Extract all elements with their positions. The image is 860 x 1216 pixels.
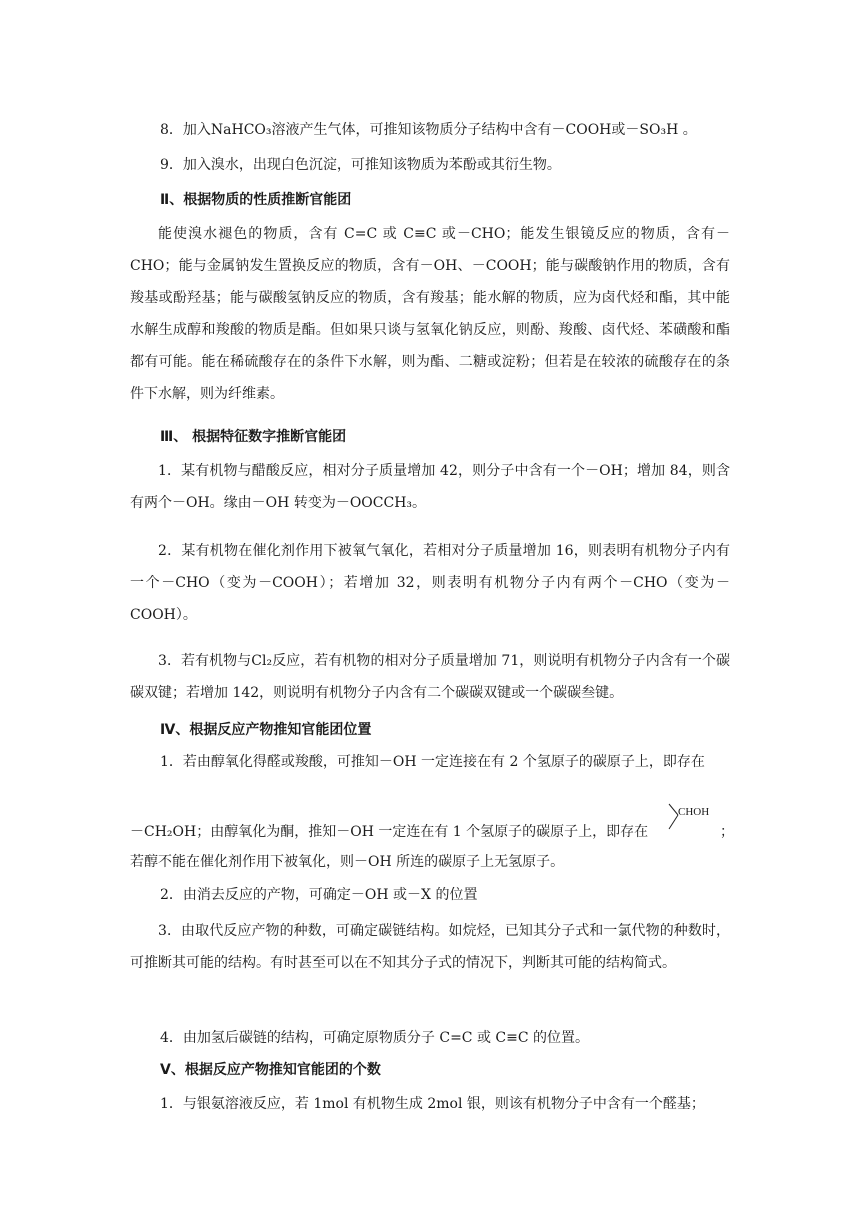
structure-label: CHOH [678,806,710,818]
section-4-item-1-line-3: 若醇不能在催化剂作用下被氧化，则－OH 所连的碳原子上无氢原子。 [130,854,565,870]
section-3-item-2: 2．某有机物在催化剂作用下被氧气氧化，若相对分子质量增加 16，则表明有机物分子内有一个－CHO（变为－COOH）；若增加 32，则表明有机物分子内有两个－CHO（变为－COOH）。 [130,543,730,623]
section-3-item-3: 3．若有机物与Cl₂反应，若有机物的相对分子质量增加 71，则说明有机物分子内含有一个碳碳双键；若增加 142，则说明有机物分子内含有二个碳碳双键或一个碳碳叁键。 [130,653,730,701]
heading-section-2: Ⅱ、根据物质的性质推断官能团 [160,192,352,208]
section-4-item-1-line-2-end: ； [720,824,734,840]
heading-section-5: Ⅴ、根据反应产物推知官能团的个数 [160,1062,381,1078]
section-4-item-1-line-2: －CH₂OH；由醇氧化为酮，推知－OH 一定连在有 1 个氢原子的碳原子上，即存在 [130,824,649,840]
paragraph-8: 8．加入NaHCO₃溶液产生气体，可推知该物质分子结构中含有－COOH或－SO₃H 。 [160,122,697,138]
paragraph-9: 9．加入溴水，出现白色沉淀，可推知该物质为苯酚或其衍生物。 [160,157,561,173]
section-3-item-1: 1．某有机物与醋酸反应，相对分子质量增加 42，则分子中含有一个－OH；增加 84，则含有两个－OH。缘由－OH 转变为－OOCCH₃。 [130,463,730,511]
secondary-alcohol-structure [668,803,724,831]
section-4-item-1-line-1: 1．若由醇氧化得醛或羧酸，可推知－OH 一定连接在有 2 个氢原子的碳原子上，即存在 [160,754,705,770]
section-4-item-3: 3．由取代反应产物的种数，可确定碳链结构。如烷烃，已知其分子式和一氯代物的种数时，可推断其可能的结构。有时甚至可以在不知其分子式的情况下，判断其可能的结构简式。 [130,923,730,971]
section-2-body: 能使溴水褪色的物质，含有 C=C 或 C≡C 或－CHO；能发生银镜反应的物质，含有－CHO；能与金属钠发生置换反应的物质，含有－OH、－COOH；能与碳酸钠作用的物质，含有羧基或酚羟基；能与碳酸氢钠反应的物质，含有羧基；能水解的物质，应为卤代烃和酯，其中能水解生成醇和羧酸的物质是酯。但如果只谈与氢氧化钠反应，则酚、羧酸、卤代烃、苯磺酸和酯都有可能。能在稀硫酸存在的条件下水解，则为酯、二糖或淀粉；但若是在较浓的硫酸存在的条件下水解，则为纤维素。 [130,226,730,402]
section-4-item-2: 2．由消去反应的产物，可确定－OH 或－X 的位置 [160,887,478,903]
section-5-item-1: 1．与银氨溶液反应，若 1mol 有机物生成 2mol 银，则该有机物分子中含有一个醛基； [160,1096,705,1112]
heading-section-3: Ⅲ、 根据特征数字推断官能团 [160,429,347,445]
section-4-item-4: 4．由加氢后碳链的结构，可确定原物质分子 C=C 或 C≡C 的位置。 [160,1030,590,1046]
heading-section-4: Ⅳ、根据反应产物推知官能团位置 [160,722,372,738]
